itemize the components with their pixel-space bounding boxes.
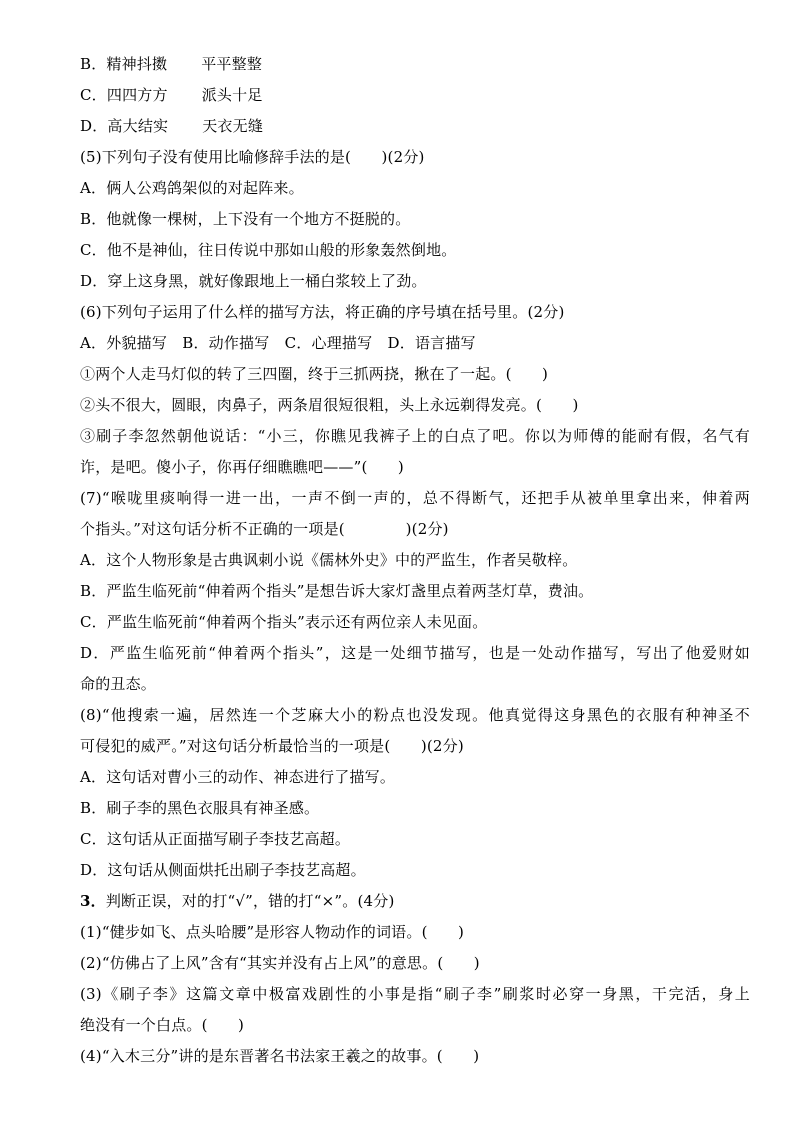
question-6-item-3-line-2: 诈，是吧。傻小子，你再仔细瞧瞧吧——”( ) bbox=[80, 458, 404, 476]
question-7-stem-line-1: (7)“喉咙里痰响得一进一出，一声不倒一声的，总不得断气，还把手从被单里拿出来，伸着两 bbox=[80, 489, 750, 507]
option-c-word-2: 派头十足 bbox=[201, 86, 263, 104]
option-d-word-2: 天衣无缝 bbox=[202, 117, 264, 135]
option-c-words bbox=[80, 85, 263, 105]
option-d-word-1: D．高大结实 bbox=[80, 117, 169, 135]
question-8-option-a: A．这句话对曹小三的动作、神态进行了描写。 bbox=[80, 768, 396, 786]
option-b-word-2: 平平整整 bbox=[201, 55, 263, 73]
section-3-item-3-line-1: (3)《刷子李》这篇文章中极富戏剧性的小事是指“刷子李”刷浆时必穿一身黑，干完活，身上 bbox=[80, 985, 750, 1003]
section-3-item-2: (2)“仿佛占了上风”含有“其实并没有占上风”的意思。( ) bbox=[80, 954, 480, 972]
question-5-option-d: D．穿上这身黑，就好像跟地上一桶白浆较上了劲。 bbox=[80, 272, 427, 290]
question-5-option-c: C．他不是神仙，往日传说中那如山般的形象轰然倒地。 bbox=[80, 241, 457, 259]
section-3-item-4: (4)“入木三分”讲的是东晋著名书法家王羲之的故事。( ) bbox=[80, 1047, 480, 1065]
question-7-option-c: C．严监生临死前“伸着两个指头”表示还有两位亲人未见面。 bbox=[80, 613, 488, 631]
question-8-option-b: B．刷子李的黑色衣服具有神圣感。 bbox=[80, 799, 320, 817]
question-7-option-b: B．严监生临死前“伸着两个指头”是想告诉大家灯盏里点着两茎灯草，费油。 bbox=[80, 582, 594, 600]
section-3-heading bbox=[80, 891, 395, 911]
section-3-instruction: 判断正误，对的打“√”，错的打“×”。(4分) bbox=[105, 892, 395, 910]
question-6-item-3-line-1: ③刷子李忽然朝他说话：“小三，你瞧见我裤子上的白点了吧。你以为师傅的能耐有假，名气有 bbox=[80, 427, 750, 445]
section-3-item-1: (1)“健步如飞、点头哈腰”是形容人物动作的词语。( ) bbox=[80, 923, 465, 941]
question-6-item-1: ①两个人走马灯似的转了三四圈，终于三抓两挠，揪在了一起。( ) bbox=[80, 365, 549, 383]
section-3-item-3-line-2: 绝没有一个白点。( ) bbox=[80, 1016, 245, 1034]
question-8-option-d: D．这句话从侧面烘托出刷子李技艺高超。 bbox=[80, 861, 366, 879]
question-8-stem-line-1: (8)“他搜索一遍，居然连一个芝麻大小的粉点也没发现。他真觉得这身黑色的衣服有种神圣不 bbox=[80, 706, 750, 724]
option-d-words bbox=[80, 116, 263, 136]
question-8-stem-line-2: 可侵犯的威严。”对这句话分析最恰当的一项是( )(2分) bbox=[80, 737, 464, 755]
question-6-item-2: ②头不很大，圆眼，肉鼻子，两条眉很短很粗，头上永远剃得发亮。( ) bbox=[80, 396, 579, 414]
option-b-words bbox=[80, 54, 262, 74]
option-b-word-1: B．精神抖擞 bbox=[80, 55, 168, 73]
question-7-option-d-line-2: 命的丑态。 bbox=[80, 675, 157, 693]
question-5-option-a: A．俩人公鸡鸽架似的对起阵来。 bbox=[80, 179, 304, 197]
question-8-option-c: C．这句话从正面描写刷子李技艺高超。 bbox=[80, 830, 351, 848]
question-5-option-b: B．他就像一棵树，上下没有一个地方不挺脱的。 bbox=[80, 210, 411, 228]
question-5-stem: (5)下列句子没有使用比喻修辞手法的是( )(2分) bbox=[80, 148, 425, 166]
question-6-stem: (6)下列句子运用了什么样的描写方法，将正确的序号填在括号里。(2分) bbox=[80, 303, 565, 321]
question-7-option-d-line-1: D．严监生临死前“伸着两个指头”，这是一处细节描写，也是一处动作描写，写出了他爱财如 bbox=[80, 644, 750, 662]
option-c-word-1: C．四四方方 bbox=[80, 86, 168, 104]
section-3-number: 3． bbox=[80, 892, 106, 910]
question-7-option-a: A．这个人物形象是古典讽刺小说《儒林外史》中的严监生，作者吴敬梓。 bbox=[80, 551, 578, 569]
question-7-stem-line-2: 个指头。”对这句话分析不正确的一项是( )(2分) bbox=[80, 520, 449, 538]
question-6-choices: A．外貌描写 B．动作描写 C．心理描写 D．语言描写 bbox=[80, 334, 476, 352]
